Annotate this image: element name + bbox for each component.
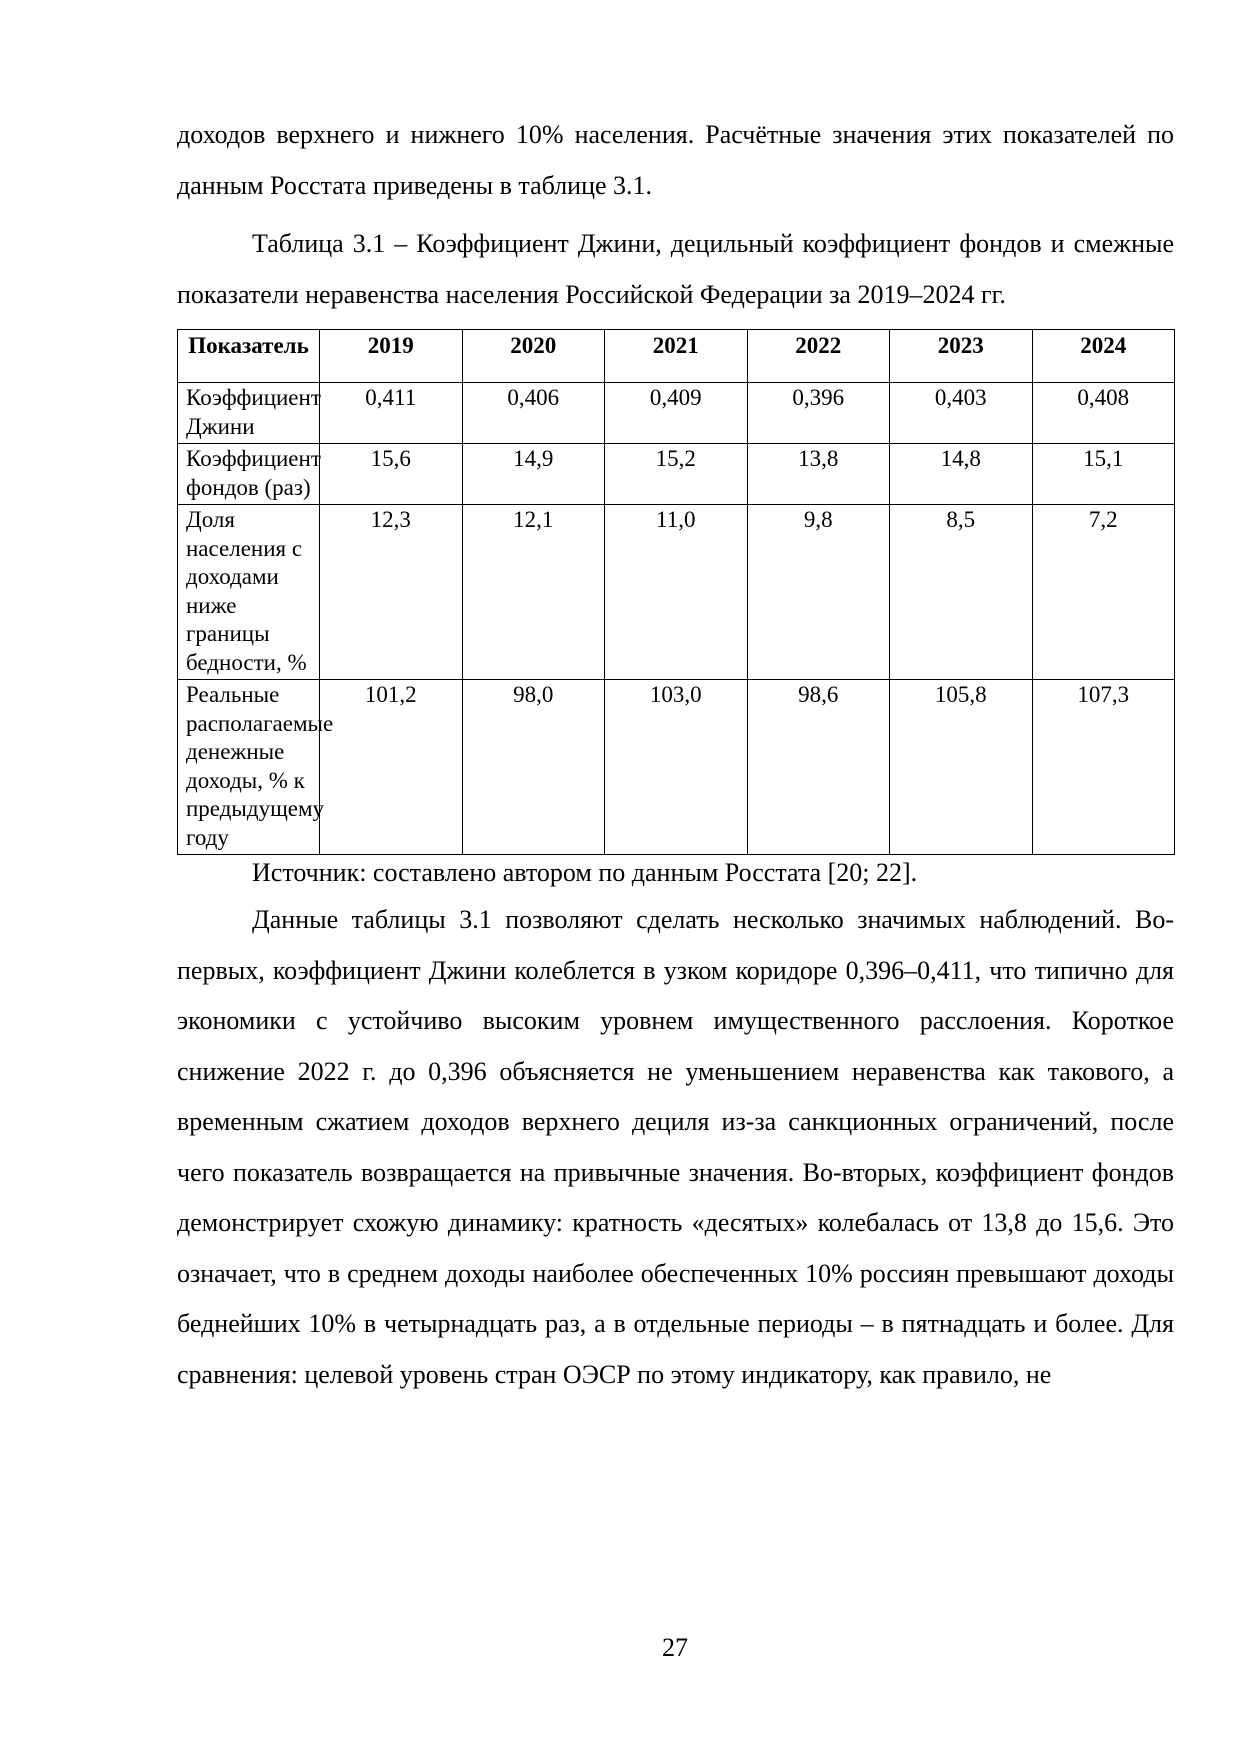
- table-row: [178, 444, 1175, 505]
- table-row: [178, 505, 1175, 680]
- table-cell: 0,411: [320, 383, 463, 444]
- table-cell: 0,409: [605, 383, 748, 444]
- header-year-2024: 2024: [1032, 330, 1175, 383]
- table-cell: 107,3: [1032, 680, 1175, 855]
- table-cell: 0,408: [1032, 383, 1175, 444]
- intro-paragraph: доходов верхнего и нижнего 10% населения. Расчётные значения этих показателей по данным Росстата приведены в таблице 3.1.: [177, 120, 1174, 200]
- page-number: 27: [662, 1633, 688, 1662]
- table-cell: 103,0: [605, 680, 748, 855]
- header-year-2022: 2022: [747, 330, 890, 383]
- table-cell: 15,2: [605, 444, 748, 505]
- row-label-real-income: Реальные располагаемые денежные доходы, % к предыдущему году: [178, 680, 320, 855]
- header-year-2020: 2020: [462, 330, 605, 383]
- header-year-2021: 2021: [605, 330, 748, 383]
- table-cell: 12,3: [320, 505, 463, 680]
- table-cell: 14,8: [890, 444, 1033, 505]
- table-cell: 98,0: [462, 680, 605, 855]
- table-cell: 0,406: [462, 383, 605, 444]
- row-label-gini: Коэффициент Джини: [178, 383, 320, 444]
- table-cell: 101,2: [320, 680, 463, 855]
- inequality-table: [177, 329, 1175, 855]
- table-cell: 7,2: [1032, 505, 1175, 680]
- row-label-funds-ratio: Коэффициент фондов (раз): [178, 444, 320, 505]
- table-cell: 12,1: [462, 505, 605, 680]
- table-caption: Таблица 3.1 – Коэффициент Джини, децильный коэффициент фондов и смежные показатели неравенства населения Российской Федерации за 2019–2024 гг.: [177, 229, 1174, 309]
- header-year-2023: 2023: [890, 330, 1033, 383]
- table-row: [178, 680, 1175, 855]
- table-cell: 9,8: [747, 505, 890, 680]
- table-cell: 0,403: [890, 383, 1033, 444]
- table-row: [178, 383, 1175, 444]
- header-indicator: Показатель: [178, 330, 320, 383]
- table-cell: 15,1: [1032, 444, 1175, 505]
- table-cell: 11,0: [605, 505, 748, 680]
- table-header-row: [178, 330, 1175, 383]
- table-source-note: Источник: составлено автором по данным Росстата [20; 22].: [252, 858, 918, 887]
- row-label-poverty-share: Доля населения с доходами ниже границы бедности, %: [178, 505, 320, 680]
- table-cell: 0,396: [747, 383, 890, 444]
- analysis-paragraph: Данные таблицы 3.1 позволяют сделать несколько значимых наблюдений. Во-первых, коэффициент Джини колеблется в узком коридоре 0,396–0,411, что типично для экономики с устойчиво высоким уровнем имущественного расслоения. Короткое снижение 2022 г. до 0,396 объясняется не уменьшением неравенства как такового, а временным сжатием доходов верхнего дециля из-за санкционных ограничений, после чего показатель возвращается на привычные значения. Во-вторых, коэффициент фондов демонстрирует схожую динамику: кратность «десятых» колебалась от 13,8 до 15,6. Это означает, что в среднем доходы наиболее обеспеченных 10% россиян превышают доходы беднейших 10% в четырнадцать раз, а в отдельные периоды – в пятнадцать и более. Для сравнения: целевой уровень стран ОЭСР по этому индикатору, как правило, не: [177, 905, 1174, 1389]
- table-cell: 105,8: [890, 680, 1033, 855]
- table-cell: 8,5: [890, 505, 1033, 680]
- table-cell: 15,6: [320, 444, 463, 505]
- document-page: [177, 110, 1174, 1400]
- header-year-2019: 2019: [320, 330, 463, 383]
- table-cell: 98,6: [747, 680, 890, 855]
- table-cell: 14,9: [462, 444, 605, 505]
- table-cell: 13,8: [747, 444, 890, 505]
